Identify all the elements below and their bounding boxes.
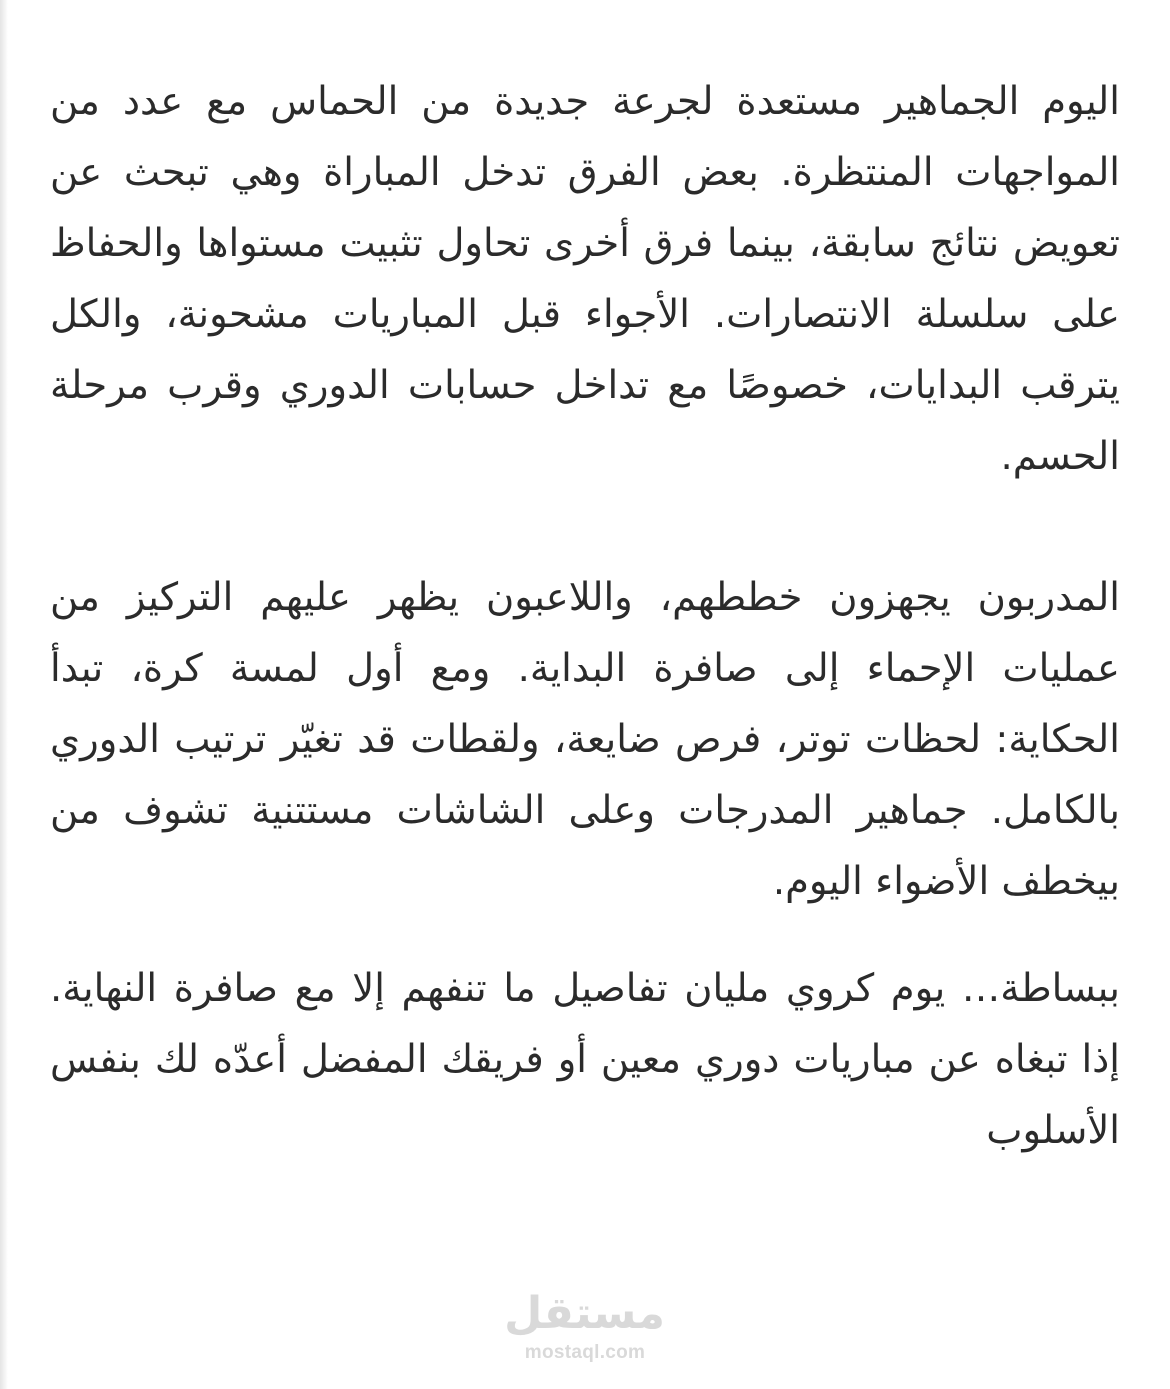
paragraph-coaches: المدربون يجهزون خططهم، واللاعبون يظهر عليهم التركيز من عمليات الإحماء إلى صافرة البداية. ومع أول لمسة كرة، تبدأ الحكاية: لحظات توتر، فرص ضايعة، ولقطات قد تغيّر ترتيب الدوري بالكامل. جماهير المدرجات وعلى الشاشات مستتنية تشوف من بيخطف الأضواء اليوم. xyxy=(50,575,1120,904)
paragraph-intro: اليوم الجماهير مستعدة لجرعة جديدة من الحماس مع عدد من المواجهات المنتظرة. بعض الفرق تدخل المباراة وهي تبحث عن تعويض نتائج سابقة، بينما فرق أخرى تحاول تثبيت مستواها والحفاظ على سلسلة الانتصارات. الأجواء قبل المباريات مشحونة، والكل يترقب البدايات، خصوصًا مع تداخل حسابات الدوري وقرب مرحلة الحسم. xyxy=(50,79,1120,479)
mostaql-watermark xyxy=(505,1286,665,1364)
watermark-domain: mostaql.com xyxy=(524,1342,646,1363)
paragraph-closing: ببساطة… يوم كروي مليان تفاصيل ما تنفهم إلا مع صافرة النهاية. إذا تبغاه عن مباريات دوري معين أو فريقك المفضل أعدّه لك بنفس الأسلوب xyxy=(50,966,1120,1153)
watermark-arabic-logo: مستقل xyxy=(504,1288,665,1339)
page-left-edge xyxy=(0,0,8,1389)
